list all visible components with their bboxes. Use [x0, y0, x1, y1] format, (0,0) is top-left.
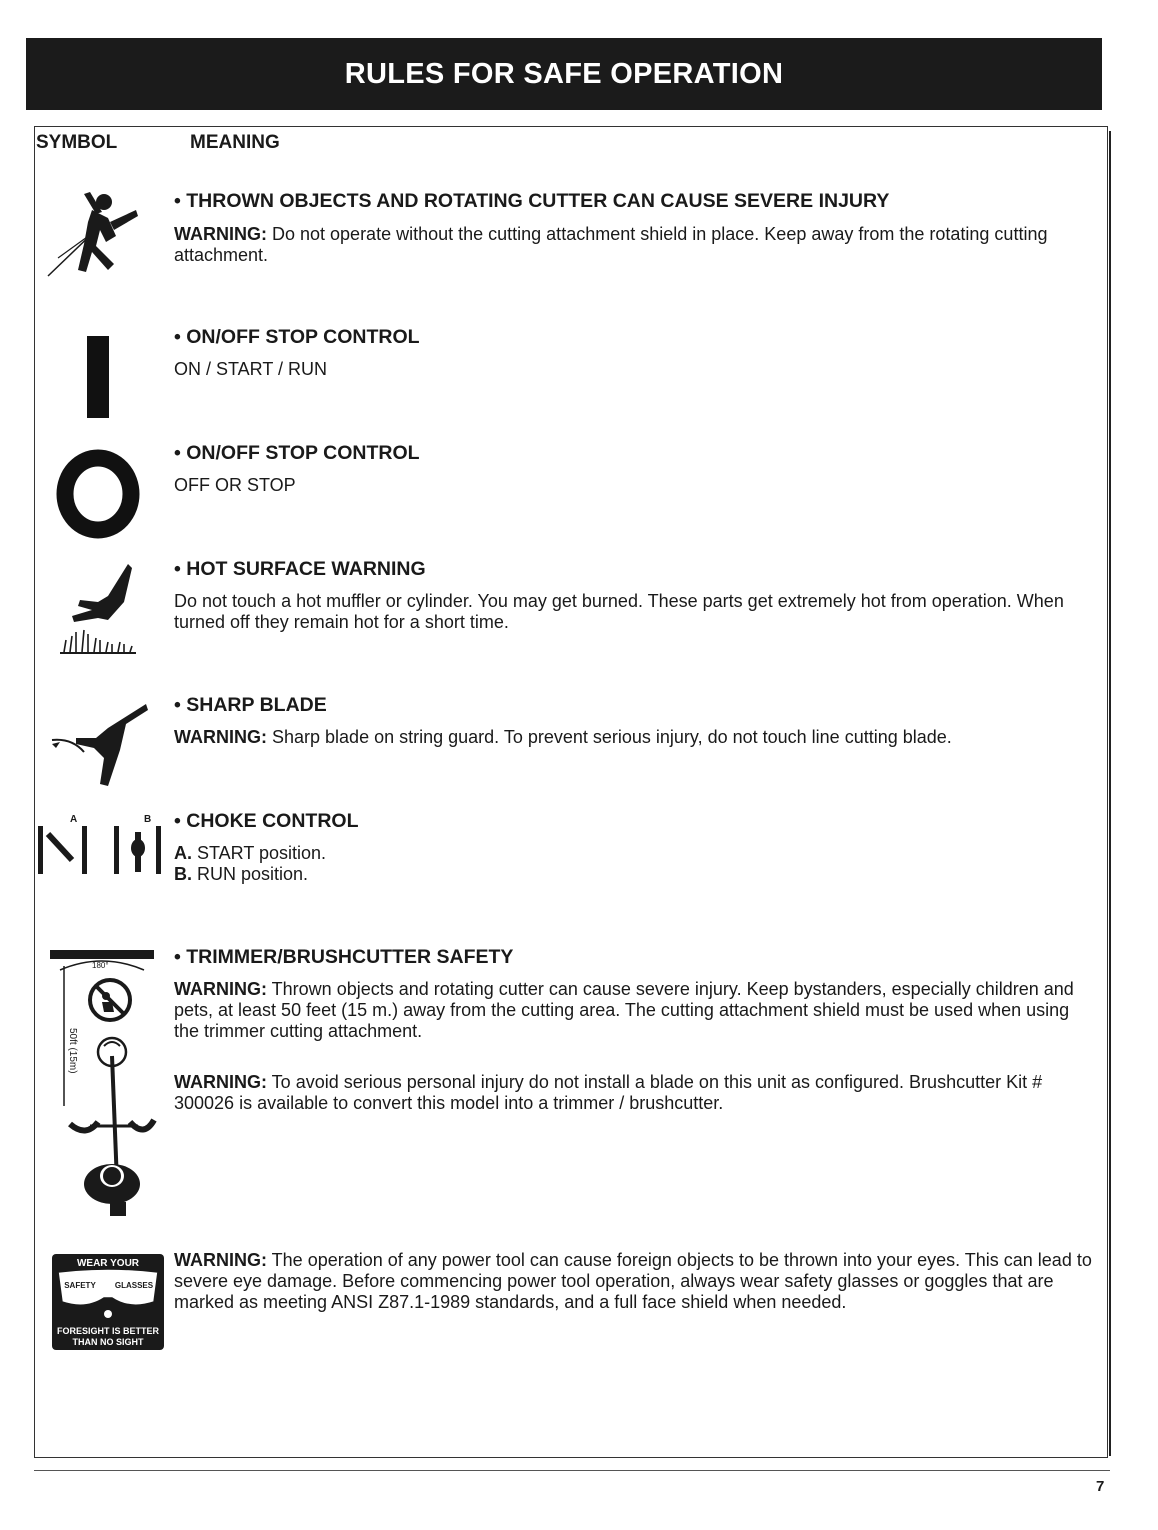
section-title-sharp-blade: • SHARP BLADE — [174, 694, 327, 716]
section-title-trimmer-safety: • TRIMMER/BRUSHCUTTER SAFETY — [174, 946, 514, 968]
page-number: 7 — [1096, 1478, 1105, 1495]
off-stop-icon — [52, 448, 144, 540]
section-body-off-control: OFF OR STOP — [174, 475, 296, 495]
glasses-left-label: SAFETY — [64, 1281, 96, 1290]
section-body-on-control: ON / START / RUN — [174, 359, 328, 379]
section-title-thrown-objects: • THROWN OBJECTS AND ROTATING CUTTER CAN CAUSE SEVERE INJURY — [174, 190, 890, 212]
choke-control-icon — [34, 808, 164, 878]
section-body-eye-protection — [174, 1250, 1094, 1313]
thrown-objects-icon — [44, 188, 154, 288]
warning-text: Do not operate without the cutting attachment shield in place. Keep away from the rotating cutting attachment. — [174, 224, 1048, 265]
glasses-top-label: WEAR YOUR — [76, 1258, 140, 1269]
warning-lead: WARNING: — [174, 1072, 267, 1092]
section-title-hot-surface: • HOT SURFACE WARNING — [174, 558, 426, 580]
warning-lead: WARNING: — [174, 727, 267, 747]
page-title-banner — [26, 38, 1102, 110]
warning-text: The operation of any power tool can cause foreign objects to be thrown into your eyes. This can lead to severe eye damage. Before commencing power tool operation, always wear safety glasses or goggles that are marked as meeting ANSI Z87.1-1989 standards, and a full face shield when needed. — [174, 1250, 1092, 1312]
section-title-on-control: • ON/OFF STOP CONTROL — [174, 326, 420, 348]
section-title-choke-control: • CHOKE CONTROL — [174, 810, 359, 832]
warning-text: Thrown objects and rotating cutter can cause severe injury. Keep bystanders, especially children and pets, at least 50 feet (15 m.) away from the cutting area. The cutting attachment shield must be used when using the trimmer cutting attachment. — [174, 979, 1074, 1041]
safety-glasses-icon — [52, 1254, 164, 1350]
choke-label-b: B — [144, 814, 152, 825]
hot-surface-icon — [58, 560, 158, 660]
section-body-trimmer-safety-2 — [174, 1072, 1094, 1114]
warning-text: Sharp blade on string guard. To prevent serious injury, do not touch line cutting blade. — [267, 727, 952, 747]
choke-line-b: B. RUN position. — [174, 864, 309, 884]
column-header-meaning: MEANING — [190, 132, 280, 153]
page-title: RULES FOR SAFE OPERATION — [344, 57, 784, 90]
bystander-distance-icon — [46, 946, 164, 1230]
section-body-trimmer-safety-1 — [174, 979, 1094, 1042]
section-body-sharp-blade — [174, 727, 1094, 748]
angle-label: 180° — [92, 961, 109, 970]
frame-shadow — [1109, 131, 1111, 1456]
glasses-right-label: GLASSES — [114, 1281, 154, 1290]
section-body-hot-surface: Do not touch a hot muffler or cylinder. You may get burned. These parts get extremely hot from operation. When turned off they remain hot for a short time. — [174, 591, 1064, 632]
sharp-blade-icon — [50, 700, 150, 792]
warning-lead: WARNING: — [174, 1250, 267, 1270]
glasses-bottom-label-2: THAN NO SIGHT — [72, 1337, 144, 1347]
choke-line-a: A. START position. — [174, 843, 327, 863]
choke-label-a: A — [70, 814, 78, 825]
warning-text: To avoid serious personal injury do not install a blade on this unit as configured. Brushcutter Kit # 300026 is available to convert this model into a trimmer / brushcutter. — [174, 1072, 1043, 1113]
warning-lead: WARNING: — [174, 979, 267, 999]
glasses-bottom-label-1: FORESIGHT IS BETTER — [56, 1326, 160, 1336]
column-header-symbol: SYMBOL — [36, 132, 118, 153]
distance-label: 50ft (15m) — [67, 1028, 78, 1074]
section-body-thrown-objects — [174, 224, 1094, 266]
on-start-run-icon — [87, 336, 109, 418]
section-body-choke-control — [174, 843, 1094, 885]
section-title-off-control: • ON/OFF STOP CONTROL — [174, 442, 420, 464]
warning-lead: WARNING: — [174, 224, 267, 244]
footer-rule — [34, 1470, 1110, 1471]
